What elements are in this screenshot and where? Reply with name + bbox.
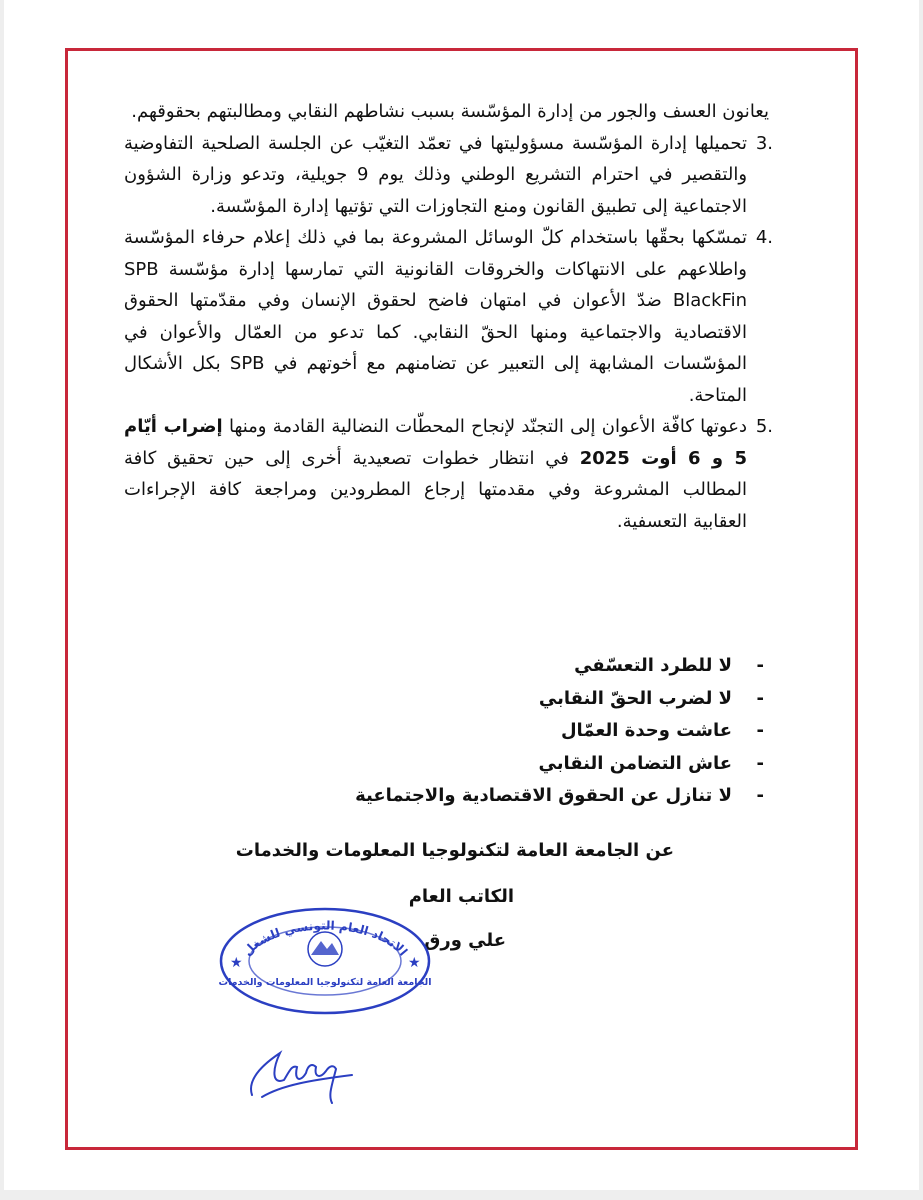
star-icon: ★ [230,955,243,971]
star-icon: ★ [408,955,421,971]
stamp-emblem [308,932,342,966]
union-stamp [216,905,434,1017]
federation-name: عن الجامعة العامة لتكنولوجيا المعلومات والخدمات [235,840,674,861]
demand-item-4 [124,222,773,411]
stamp-inner-text: الجامعة العامة لتكنولوجيا المعلومات والخدمات [218,977,432,988]
signatory-name: علي ورق [424,930,506,951]
slogans-list [304,650,764,813]
item-number: 5. [755,416,773,437]
item-text-part-b: ضدّ الأعوان في امتهان فاضح لحقوق الإنسان وفي مقدّمتها الحقوق الاقتصادية والاجتماعية ومنها الحقّ النقابي. كما تدعو من العمّال والأعوان في المؤسّسات المشابهة إلى التعبير عن تضامنهم مع أخوتهم في [124,290,747,374]
slogan-item: -عاشت وحدة العمّال [560,720,764,741]
demands-list [124,128,773,538]
item-text: تحميلها إدارة المؤسّسة مسؤوليتها في تعمّد التغيّب عن الجلسة الصلحية التفاوضية والتقصير في احترام التشريع الوطني وذلك يوم 9 جويلية، وتدعو وزارة الشؤون الاجتماعية إلى تطبيق القانون ومنع التجاوزات التي تؤتيها إدارة المؤسّسة. [124,132,748,217]
demand-item-3 [124,128,773,223]
slogan-item: -لا تنازل عن الحقوق الاقتصادية والاجتماعية [355,785,764,806]
company-short-name: SPB [229,353,265,374]
slogan-item: -عاش التضامن النقابي [538,752,764,774]
item-number: 3. [755,132,773,154]
demand-item-5 [124,411,773,537]
item-text-part-a: تمسّكها بحقّها باستخدام كلّ الوسائل المشروعة بما في ذلك إعلام حرفاء المؤسّسة واطلاعهم على الانتهاكات والخروقات القانونية التي تمارسها إدارة مؤسّسة [124,227,747,280]
slogan-item: -لا للطرد التعسّفي [574,655,764,676]
slogan-item: -لا لضرب الحقّ النقابي [538,687,764,709]
item-number: 4. [755,227,773,248]
strike-dates: إضراب أيّام 5 و 6 أوت 2025 [124,416,747,469]
item-text-part-b: في انتظار خطوات تصعيدية أخرى إلى حين تحقيق كافة المطالب المشروعة وفي مقدمتها إرجاع المطرودين ومراجعة كافة الإجراءات العقابية التعسفية. [124,447,747,532]
signatory-title: الكاتب العام [408,886,514,907]
handwritten-signature [242,1025,362,1110]
document-page [4,0,919,1190]
letter-body [124,96,773,537]
stamp-outer-text: الاتحاد العام التونسي للشغل [240,918,411,959]
company-name: SPB BlackFin [124,258,747,311]
item-text-part-c: بكل الأشكال المتاحة. [124,353,747,406]
item-text-part-a: دعوتها كافّة الأعوان إلى التجنّد لإنجاح المحطّات النضالية القادمة ومنها [228,416,747,437]
intro-continuation: يعانون العسف والجور من إدارة المؤسّسة بسبب نشاطهم النقابي ومطالبتهم بحقوقهم. [131,101,769,122]
